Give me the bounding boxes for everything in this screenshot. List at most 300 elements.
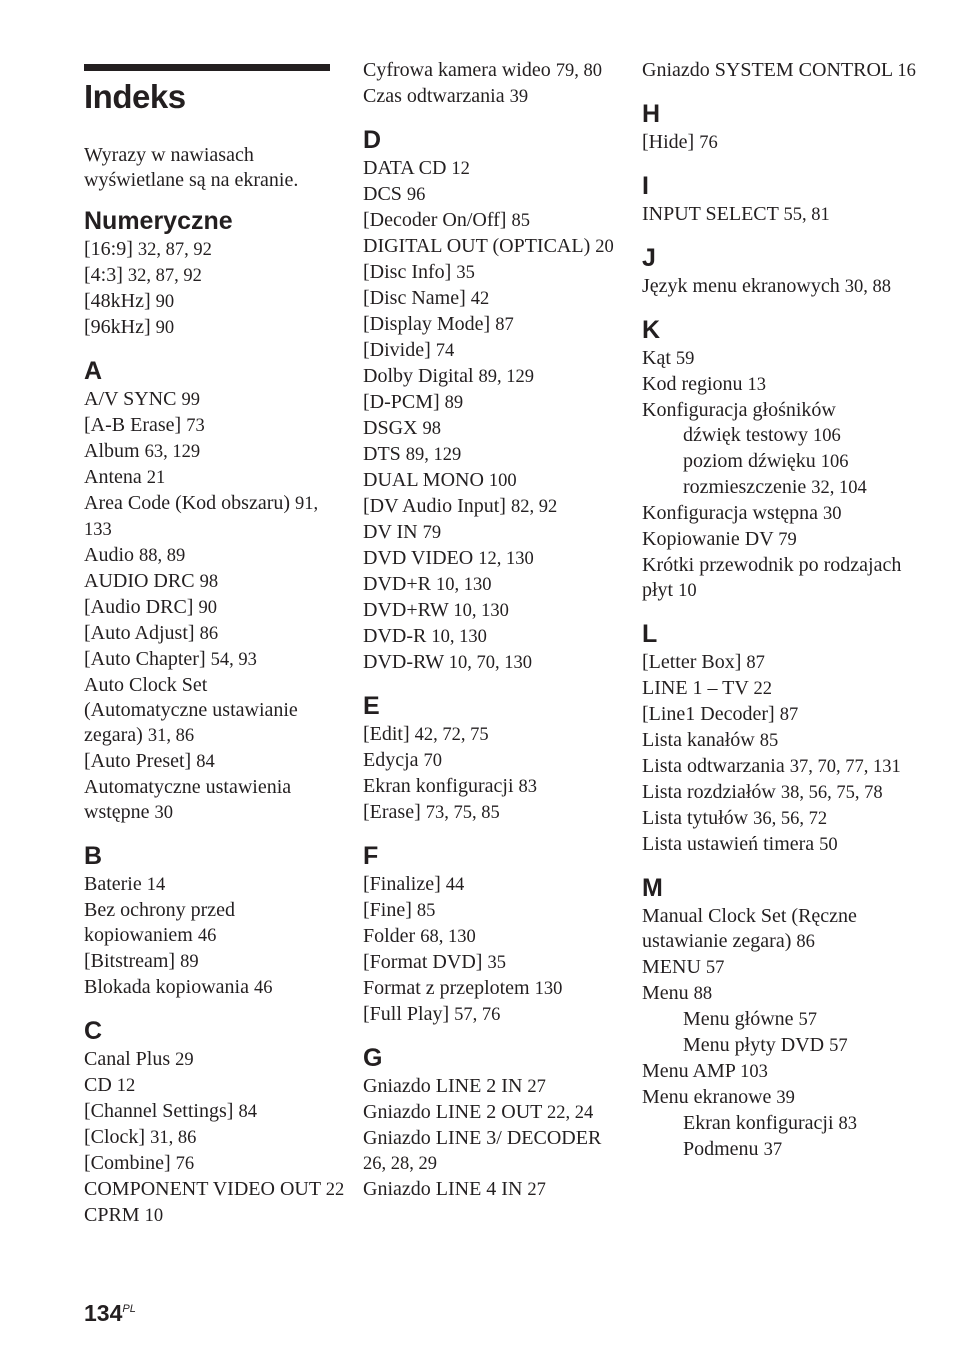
index-entry bbox=[642, 806, 902, 832]
index-entry bbox=[642, 553, 902, 604]
entry-term: DVD-RW bbox=[363, 651, 444, 673]
index-entry bbox=[363, 774, 613, 800]
index-entry bbox=[84, 439, 334, 465]
entry-term: [DV Audio Input] bbox=[363, 495, 506, 517]
index-entry bbox=[363, 1126, 613, 1177]
index-entry bbox=[363, 182, 613, 208]
entry-term: Lista ustawień timera bbox=[642, 833, 815, 855]
intro-text: Wyrazy w nawiasach wyświetlane są na ekranie. bbox=[84, 144, 299, 191]
index-entry bbox=[363, 950, 613, 976]
entry-page-refs: 70 bbox=[423, 751, 443, 771]
entry-term: DCS bbox=[363, 183, 402, 205]
entry-page-refs: 32, 87, 92 bbox=[127, 266, 202, 286]
entry-page-refs: 91, 133 bbox=[84, 494, 319, 540]
entry-page-refs: 39 bbox=[776, 1088, 795, 1108]
entry-page-refs: 130 bbox=[534, 979, 563, 999]
entry-term: [96kHz] bbox=[84, 316, 151, 338]
entry-term: Lista odtwarzania bbox=[642, 755, 785, 777]
entry-page-refs: 29 bbox=[175, 1050, 194, 1070]
index-entry bbox=[642, 702, 902, 728]
entry-term: DUAL MONO bbox=[363, 469, 484, 491]
entry-term: [Line1 Decoder] bbox=[642, 703, 775, 725]
index-entry bbox=[84, 1073, 334, 1099]
index-entry bbox=[642, 372, 902, 398]
index-entry bbox=[642, 398, 902, 423]
entry-page-refs: 37, 70, 77, 131 bbox=[789, 757, 901, 777]
entry-page-refs: 54, 93 bbox=[210, 650, 257, 670]
index-entry bbox=[84, 543, 334, 569]
entry-page-refs: 36, 56, 72 bbox=[753, 809, 828, 829]
index-entry bbox=[84, 595, 334, 621]
entry-term: [Bitstream] bbox=[84, 950, 176, 972]
index-entry bbox=[642, 955, 902, 981]
entry-page-refs: 73, 75, 85 bbox=[425, 803, 500, 823]
index-column-2 bbox=[363, 58, 613, 1219]
entry-page-refs: 26, 28, 29 bbox=[363, 1154, 437, 1174]
index-entry bbox=[642, 676, 902, 702]
entry-term: [Fine] bbox=[363, 899, 412, 921]
index-entry bbox=[642, 527, 902, 553]
entry-page-refs: 89 bbox=[180, 952, 199, 972]
entry-page-refs: 12 bbox=[451, 159, 470, 179]
entry-page-refs: 84 bbox=[196, 752, 215, 772]
entry-page-refs: 32, 104 bbox=[811, 478, 867, 498]
index-section bbox=[363, 1044, 613, 1203]
index-subentry bbox=[642, 1033, 902, 1059]
index-entry bbox=[363, 898, 613, 924]
index-column-3 bbox=[642, 58, 916, 1179]
index-section bbox=[363, 126, 613, 676]
index-section bbox=[84, 842, 334, 1001]
entry-term: Antena bbox=[84, 466, 142, 488]
entry-term: Krótki przewodnik po rodzajach płyt bbox=[642, 554, 902, 601]
entry-page-refs: 37 bbox=[763, 1140, 783, 1160]
index-entry bbox=[363, 442, 613, 468]
entry-term: Konfiguracja wstępna bbox=[642, 502, 819, 524]
index-entry bbox=[84, 898, 334, 949]
index-section bbox=[84, 1017, 345, 1229]
entry-term: dźwięk testowy bbox=[683, 424, 808, 446]
entry-term: rozmieszczenie bbox=[683, 476, 807, 498]
entry-page-refs: 82, 92 bbox=[510, 497, 558, 517]
section-heading: D bbox=[363, 126, 382, 154]
entry-term: A/V SYNC bbox=[84, 388, 177, 410]
index-entry bbox=[642, 202, 902, 228]
index-entry bbox=[84, 1047, 334, 1073]
section-heading: A bbox=[84, 357, 103, 385]
index-entry bbox=[363, 598, 613, 624]
index-section bbox=[642, 244, 902, 300]
index-entry bbox=[642, 754, 902, 780]
entry-term: DSGX bbox=[363, 417, 418, 439]
entry-page-refs: 85 bbox=[416, 901, 436, 921]
index-entry bbox=[84, 1099, 334, 1125]
entry-term: Blokada kopiowania bbox=[84, 976, 249, 998]
entry-term: [48kHz] bbox=[84, 290, 151, 312]
entry-page-refs: 96 bbox=[406, 185, 426, 205]
entry-term: [Disc Info] bbox=[363, 261, 452, 283]
index-entry bbox=[84, 673, 334, 749]
entry-page-refs: 35 bbox=[487, 953, 506, 973]
entry-term: [D-PCM] bbox=[363, 391, 440, 413]
entry-page-refs: 89, 129 bbox=[478, 367, 535, 387]
index-subentry bbox=[642, 423, 902, 449]
index-entry bbox=[642, 981, 902, 1007]
index-section bbox=[84, 357, 334, 826]
index-entry bbox=[642, 58, 916, 84]
entry-page-refs: 63, 129 bbox=[144, 442, 201, 462]
index-entry bbox=[363, 546, 613, 572]
page-number-suffix: PL bbox=[122, 1303, 136, 1315]
index-entry bbox=[642, 501, 902, 527]
entry-term: [Divide] bbox=[363, 339, 431, 361]
entry-term: Automatyczne ustawienia wstępne bbox=[84, 776, 292, 823]
entry-page-refs: 84 bbox=[238, 1102, 257, 1122]
entry-page-refs: 98 bbox=[199, 572, 219, 592]
index-entry bbox=[363, 286, 613, 312]
entry-page-refs: 30 bbox=[823, 504, 842, 524]
entry-page-refs: 57 bbox=[705, 958, 725, 978]
index-entry bbox=[84, 315, 334, 341]
index-entry bbox=[363, 468, 613, 494]
entry-page-refs: 44 bbox=[445, 875, 465, 895]
index-subentry bbox=[642, 1007, 902, 1033]
entry-page-refs: 87 bbox=[495, 315, 514, 335]
entry-page-refs: 20 bbox=[595, 237, 614, 257]
entry-page-refs: 10 bbox=[144, 1206, 164, 1226]
index-entry bbox=[84, 949, 334, 975]
entry-term: [Combine] bbox=[84, 1152, 171, 1174]
entry-page-refs: 14 bbox=[146, 875, 166, 895]
entry-page-refs: 88, 89 bbox=[139, 546, 186, 566]
index-entry bbox=[363, 1100, 613, 1126]
entry-page-refs: 99 bbox=[181, 390, 200, 410]
entry-page-refs: 103 bbox=[740, 1062, 768, 1082]
entry-term: Lista kanałów bbox=[642, 729, 755, 751]
entry-term: Menu AMP bbox=[642, 1060, 736, 1082]
index-section bbox=[642, 58, 916, 84]
index-subentry bbox=[642, 449, 902, 475]
entry-page-refs: 83 bbox=[838, 1114, 857, 1134]
entry-term: Folder bbox=[363, 925, 416, 947]
entry-page-refs: 100 bbox=[488, 471, 517, 491]
entry-term: Canal Plus bbox=[84, 1048, 171, 1070]
entry-page-refs: 79 bbox=[778, 530, 797, 550]
entry-page-refs: 85 bbox=[759, 731, 779, 751]
entry-term: Gniazdo SYSTEM CONTROL bbox=[642, 59, 893, 81]
index-section bbox=[642, 172, 902, 228]
index-entry bbox=[363, 58, 613, 84]
entry-term: Cyfrowa kamera wideo bbox=[363, 59, 551, 81]
entry-page-refs: 10, 130 bbox=[435, 575, 492, 595]
index-section bbox=[363, 692, 613, 826]
index-entry bbox=[642, 832, 902, 858]
entry-page-refs: 74 bbox=[435, 341, 455, 361]
section-heading: B bbox=[84, 842, 103, 870]
entry-page-refs: 90 bbox=[155, 292, 175, 312]
entry-page-refs: 10, 130 bbox=[431, 627, 487, 647]
entry-page-refs: 90 bbox=[155, 318, 175, 338]
entry-page-refs: 10 bbox=[678, 581, 697, 601]
entry-term: [Decoder On/Off] bbox=[363, 209, 507, 231]
entry-term: [Auto Chapter] bbox=[84, 648, 206, 670]
entry-page-refs: 12 bbox=[116, 1076, 136, 1096]
section-heading: M bbox=[642, 874, 663, 902]
entry-term: Kod regionu bbox=[642, 373, 743, 395]
entry-term: Bez ochrony przed kopiowaniem bbox=[84, 899, 236, 946]
index-entry bbox=[363, 872, 613, 898]
entry-page-refs: 12, 130 bbox=[478, 549, 534, 569]
index-entry bbox=[642, 346, 902, 372]
entry-term: DVD+R bbox=[363, 573, 431, 595]
entry-page-refs: 83 bbox=[518, 777, 537, 797]
section-heading: E bbox=[363, 692, 380, 720]
index-section bbox=[642, 100, 902, 156]
entry-page-refs: 87 bbox=[779, 705, 799, 725]
index-section bbox=[84, 207, 334, 341]
entry-page-refs: 57 bbox=[829, 1036, 848, 1056]
index-section bbox=[363, 58, 613, 110]
entry-page-refs: 21 bbox=[146, 468, 166, 488]
entry-page-refs: 89 bbox=[444, 393, 464, 413]
entry-term: Gniazdo LINE 3/ DECODER bbox=[363, 1127, 602, 1149]
index-entry bbox=[363, 208, 613, 234]
index-entry bbox=[363, 722, 613, 748]
index-entry bbox=[363, 84, 613, 110]
entry-term: Podmenu bbox=[683, 1138, 759, 1160]
entry-page-refs: 86 bbox=[199, 624, 219, 644]
entry-term: Konfiguracja głośników bbox=[642, 399, 836, 421]
entry-term: DIGITAL OUT (OPTICAL) bbox=[363, 235, 591, 257]
entry-page-refs: 22 bbox=[753, 679, 772, 699]
index-entry bbox=[363, 1074, 613, 1100]
entry-term: Edycja bbox=[363, 749, 419, 771]
entry-term: [4:3] bbox=[84, 264, 123, 286]
entry-page-refs: 90 bbox=[198, 598, 217, 618]
index-subentry bbox=[642, 1111, 902, 1137]
index-entry bbox=[363, 924, 613, 950]
entry-page-refs: 106 bbox=[820, 452, 849, 472]
section-heading: H bbox=[642, 100, 661, 128]
entry-term: Czas odtwarzania bbox=[363, 85, 505, 107]
entry-page-refs: 10, 70, 130 bbox=[448, 653, 532, 673]
entry-term: Gniazdo LINE 2 IN bbox=[363, 1075, 523, 1097]
index-entry bbox=[363, 364, 613, 390]
index-section bbox=[363, 842, 613, 1028]
index-entry bbox=[363, 800, 613, 826]
index-entry bbox=[363, 976, 613, 1002]
section-heading: C bbox=[84, 1017, 103, 1045]
index-entry bbox=[84, 1151, 334, 1177]
index-entry bbox=[642, 650, 902, 676]
section-heading: I bbox=[642, 172, 649, 200]
entry-page-refs: 30, 88 bbox=[844, 277, 891, 297]
entry-term: Menu bbox=[642, 982, 689, 1004]
entry-term: [Erase] bbox=[363, 801, 421, 823]
entry-term: MENU bbox=[642, 956, 701, 978]
entry-page-refs: 32, 87, 92 bbox=[137, 240, 212, 260]
entry-term: [Finalize] bbox=[363, 873, 441, 895]
entry-page-refs: 79, 80 bbox=[555, 61, 602, 81]
entry-page-refs: 27 bbox=[527, 1180, 546, 1200]
entry-page-refs: 57 bbox=[798, 1010, 818, 1030]
entry-page-refs: 59 bbox=[675, 349, 695, 369]
entry-term: DTS bbox=[363, 443, 401, 465]
entry-page-refs: 22, 24 bbox=[547, 1103, 594, 1123]
index-entry bbox=[84, 387, 334, 413]
entry-page-refs: 88 bbox=[693, 984, 713, 1004]
entry-term: poziom dźwięku bbox=[683, 450, 816, 472]
index-entry bbox=[84, 491, 334, 543]
entry-term: Kąt bbox=[642, 347, 671, 369]
entry-term: [Display Mode] bbox=[363, 313, 491, 335]
entry-term: Format z przeplotem bbox=[363, 977, 530, 999]
entry-term: Język menu ekranowych bbox=[642, 275, 840, 297]
index-entry bbox=[84, 1203, 334, 1229]
entry-page-refs: 76 bbox=[175, 1154, 195, 1174]
entry-page-refs: 68, 130 bbox=[420, 927, 476, 947]
entry-page-refs: 55, 81 bbox=[783, 205, 830, 225]
title-rule bbox=[84, 64, 330, 71]
entry-page-refs: 46 bbox=[197, 926, 217, 946]
entry-term: DV IN bbox=[363, 521, 418, 543]
entry-term: Gniazdo LINE 2 OUT bbox=[363, 1101, 543, 1123]
index-entry bbox=[642, 274, 902, 300]
entry-page-refs: 30 bbox=[154, 803, 174, 823]
index-entry bbox=[642, 904, 902, 955]
index-entry bbox=[363, 494, 613, 520]
index-entry bbox=[84, 263, 334, 289]
page-title: Indeks bbox=[84, 78, 186, 115]
entry-term: Manual Clock Set (Ręczne ustawianie zegara) bbox=[642, 905, 857, 952]
index-entry bbox=[363, 624, 613, 650]
entry-page-refs: 79 bbox=[422, 523, 442, 543]
section-heading: F bbox=[363, 842, 379, 870]
entry-page-refs: 50 bbox=[819, 835, 838, 855]
entry-page-refs: 31, 86 bbox=[150, 1128, 197, 1148]
index-entry bbox=[363, 748, 613, 774]
page-number-value: 134 bbox=[84, 1300, 123, 1326]
index-entry bbox=[363, 312, 613, 338]
entry-page-refs: 42, 72, 75 bbox=[414, 725, 489, 745]
entry-term: Menu główne bbox=[683, 1008, 794, 1030]
entry-term: COMPONENT VIDEO OUT bbox=[84, 1178, 321, 1200]
entry-page-refs: 87 bbox=[746, 653, 765, 673]
section-heading: K bbox=[642, 316, 661, 344]
entry-page-refs: 57, 76 bbox=[454, 1005, 501, 1025]
entry-term: [Full Play] bbox=[363, 1003, 450, 1025]
entry-page-refs: 76 bbox=[699, 133, 718, 153]
entry-page-refs: 86 bbox=[796, 932, 815, 952]
entry-term: CPRM bbox=[84, 1204, 140, 1226]
entry-page-refs: 42 bbox=[470, 289, 490, 309]
entry-term: Auto Clock Set (Automatyczne ustawianie zegara) bbox=[84, 674, 298, 746]
entry-term: CD bbox=[84, 1074, 112, 1096]
index-column-1 bbox=[84, 143, 345, 1245]
index-entry bbox=[84, 775, 334, 826]
entry-page-refs: 89, 129 bbox=[405, 445, 462, 465]
index-entry bbox=[642, 1059, 902, 1085]
entry-page-refs: 35 bbox=[456, 263, 475, 283]
index-entry bbox=[363, 1177, 613, 1203]
index-subentry bbox=[642, 1137, 902, 1163]
entry-page-refs: 98 bbox=[422, 419, 441, 439]
index-entry bbox=[642, 1085, 902, 1111]
entry-page-refs: 85 bbox=[511, 211, 530, 231]
index-entry bbox=[363, 156, 613, 182]
entry-term: [A-B Erase] bbox=[84, 414, 182, 436]
entry-term: [Auto Adjust] bbox=[84, 622, 195, 644]
index-section bbox=[642, 874, 902, 1163]
entry-term: [Channel Settings] bbox=[84, 1100, 234, 1122]
index-entry bbox=[84, 465, 334, 491]
entry-page-refs: 39 bbox=[509, 87, 529, 107]
entry-page-refs: 38, 56, 75, 78 bbox=[780, 783, 883, 803]
index-entry bbox=[363, 572, 613, 598]
entry-term: Dolby Digital bbox=[363, 365, 474, 387]
entry-term: DATA CD bbox=[363, 157, 447, 179]
index-entry bbox=[363, 338, 613, 364]
entry-term: INPUT SELECT bbox=[642, 203, 779, 225]
index-entry bbox=[363, 234, 613, 260]
index-entry bbox=[642, 780, 902, 806]
index-entry bbox=[84, 749, 334, 775]
entry-page-refs: 13 bbox=[747, 375, 767, 395]
index-section bbox=[642, 620, 902, 858]
index-entry bbox=[363, 390, 613, 416]
section-heading: G bbox=[363, 1044, 383, 1072]
entry-term: [Format DVD] bbox=[363, 951, 483, 973]
entry-term: Kopiowanie DV bbox=[642, 528, 774, 550]
entry-page-refs: 46 bbox=[253, 978, 273, 998]
entry-term: Menu ekranowe bbox=[642, 1086, 772, 1108]
entry-term: Baterie bbox=[84, 873, 142, 895]
section-heading: J bbox=[642, 244, 656, 272]
index-entry bbox=[84, 569, 334, 595]
entry-term: [Hide] bbox=[642, 131, 695, 153]
index-entry bbox=[363, 260, 613, 286]
entry-term: [16:9] bbox=[84, 238, 133, 260]
page-number bbox=[84, 1300, 136, 1327]
entry-term: DVD-R bbox=[363, 625, 427, 647]
entry-term: Area Code (Kod obszaru) bbox=[84, 492, 291, 514]
index-entry bbox=[363, 1002, 613, 1028]
index-entry bbox=[84, 975, 334, 1001]
entry-page-refs: 16 bbox=[897, 61, 916, 81]
entry-term: [Disc Name] bbox=[363, 287, 466, 309]
index-entry bbox=[642, 728, 902, 754]
entry-term: [Letter Box] bbox=[642, 651, 742, 673]
index-entry bbox=[84, 413, 334, 439]
entry-term: AUDIO DRC bbox=[84, 570, 195, 592]
entry-term: DVD VIDEO bbox=[363, 547, 474, 569]
index-entry bbox=[363, 650, 613, 676]
index-entry bbox=[84, 1177, 345, 1203]
index-section bbox=[642, 316, 902, 604]
entry-page-refs: 27 bbox=[527, 1077, 546, 1097]
entry-term: [Edit] bbox=[363, 723, 410, 745]
entry-page-refs: 73 bbox=[186, 416, 205, 436]
entry-page-refs: 10, 130 bbox=[453, 601, 509, 621]
index-entry bbox=[363, 416, 613, 442]
index-entry bbox=[84, 872, 334, 898]
index-entry bbox=[84, 1125, 334, 1151]
entry-term: Album bbox=[84, 440, 140, 462]
entry-term: Ekran konfiguracji bbox=[363, 775, 514, 797]
entry-term: Lista tytułów bbox=[642, 807, 749, 829]
index-entry bbox=[84, 237, 334, 263]
entry-term: Menu płyty DVD bbox=[683, 1034, 825, 1056]
